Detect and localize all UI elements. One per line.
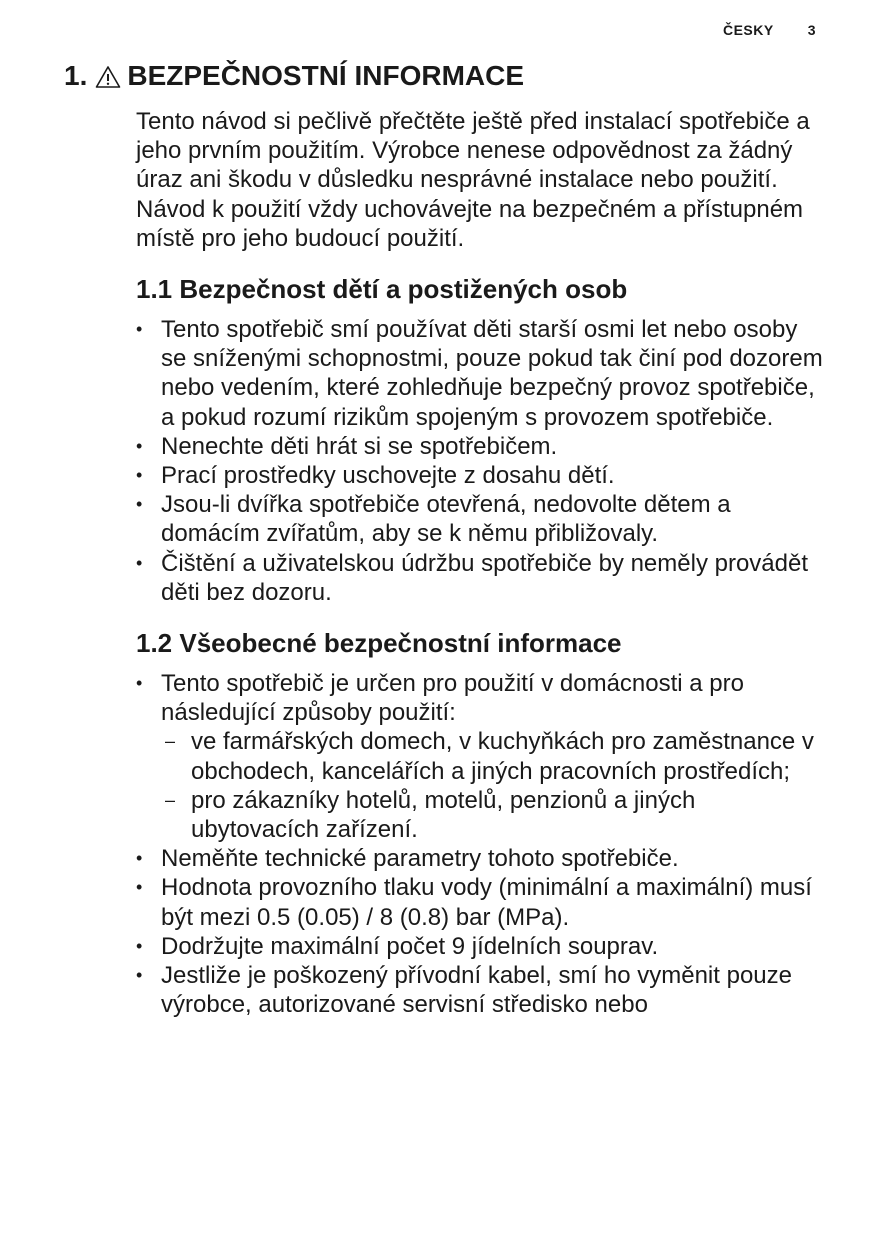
intro-paragraph: Tento návod si pečlivě přečtěte ještě před instalací spotřebiče a jeho prvním použitím. Výrobce nenese odpovědnost za žádný úraz ani škodu v důsledku nesprávné instalace nebo použití. Návod k použití vždy uchovávejte na bezpečném a přístupném místě pro jeho budoucí použití. xyxy=(136,108,810,252)
warning-triangle-icon xyxy=(95,64,121,88)
list-item xyxy=(136,669,826,844)
list-item: • Tento spotřebič smí používat děti starší osmi let nebo osoby se sníženými schopnostmi, pouze pokud tak činí pod dozorem nebo vedením, které zohledňuje bezpečný provoz spotřebiče, a pokud rozumí rizikům spojeným s provozem spotřebiče. xyxy=(136,315,826,432)
subsection-2-list xyxy=(136,669,826,1019)
list-item: • Hodnota provozního tlaku vody (minimální a maximální) musí být mezi 0.5 (0.05) / 8 (0.8) bar (MPa). xyxy=(136,873,826,931)
list-item: • Neměňte technické parametry tohoto spotřebiče. xyxy=(136,844,826,873)
section-heading xyxy=(64,60,524,92)
sub-list-item: – ve farmářských domech, v kuchyňkách pro zaměstnance v obchodech, kancelářích a jiných pracovních prostředích; xyxy=(161,727,826,785)
list-item: • Čištění a uživatelskou údržbu spotřebiče by neměly provádět děti bez dozoru. xyxy=(136,549,826,607)
subsection-1-list xyxy=(136,315,826,607)
sub-list xyxy=(161,727,826,844)
language-label: ČESKY xyxy=(722,22,774,38)
subsection-2-title: 1.2 Všeobecné bezpečnostní informace xyxy=(136,628,622,659)
list-item: • Prací prostředky uschovejte z dosahu dětí. xyxy=(136,461,826,490)
list-item: • Nenechte děti hrát si se spotřebičem. xyxy=(136,432,826,461)
subsection-1-title: 1.1 Bezpečnost dětí a postižených osob xyxy=(136,274,628,305)
list-item-text: Tento spotřebič je určen pro použití v domácnosti a pro následující způsoby použití: xyxy=(161,670,744,727)
list-item: • Jestliže je poškozený přívodní kabel, smí ho vyměnit pouze výrobce, autorizované servisní středisko nebo xyxy=(136,961,826,1019)
list-item: • Jsou-li dvířka spotřebiče otevřená, nedovolte dětem a domácím zvířatům, aby se k němu přibližovaly. xyxy=(136,490,826,548)
page-content xyxy=(136,107,826,1019)
sub-list-item: – pro zákazníky hotelů, motelů, penzionů a jiných ubytovacích zařízení. xyxy=(161,786,826,844)
list-item: • Dodržujte maximální počet 9 jídelních souprav. xyxy=(136,932,826,961)
section-title: BEZPEČNOSTNÍ INFORMACE xyxy=(127,60,525,91)
page-header xyxy=(723,22,816,38)
page-number: 3 xyxy=(807,22,816,38)
section-number: 1. xyxy=(64,60,88,91)
